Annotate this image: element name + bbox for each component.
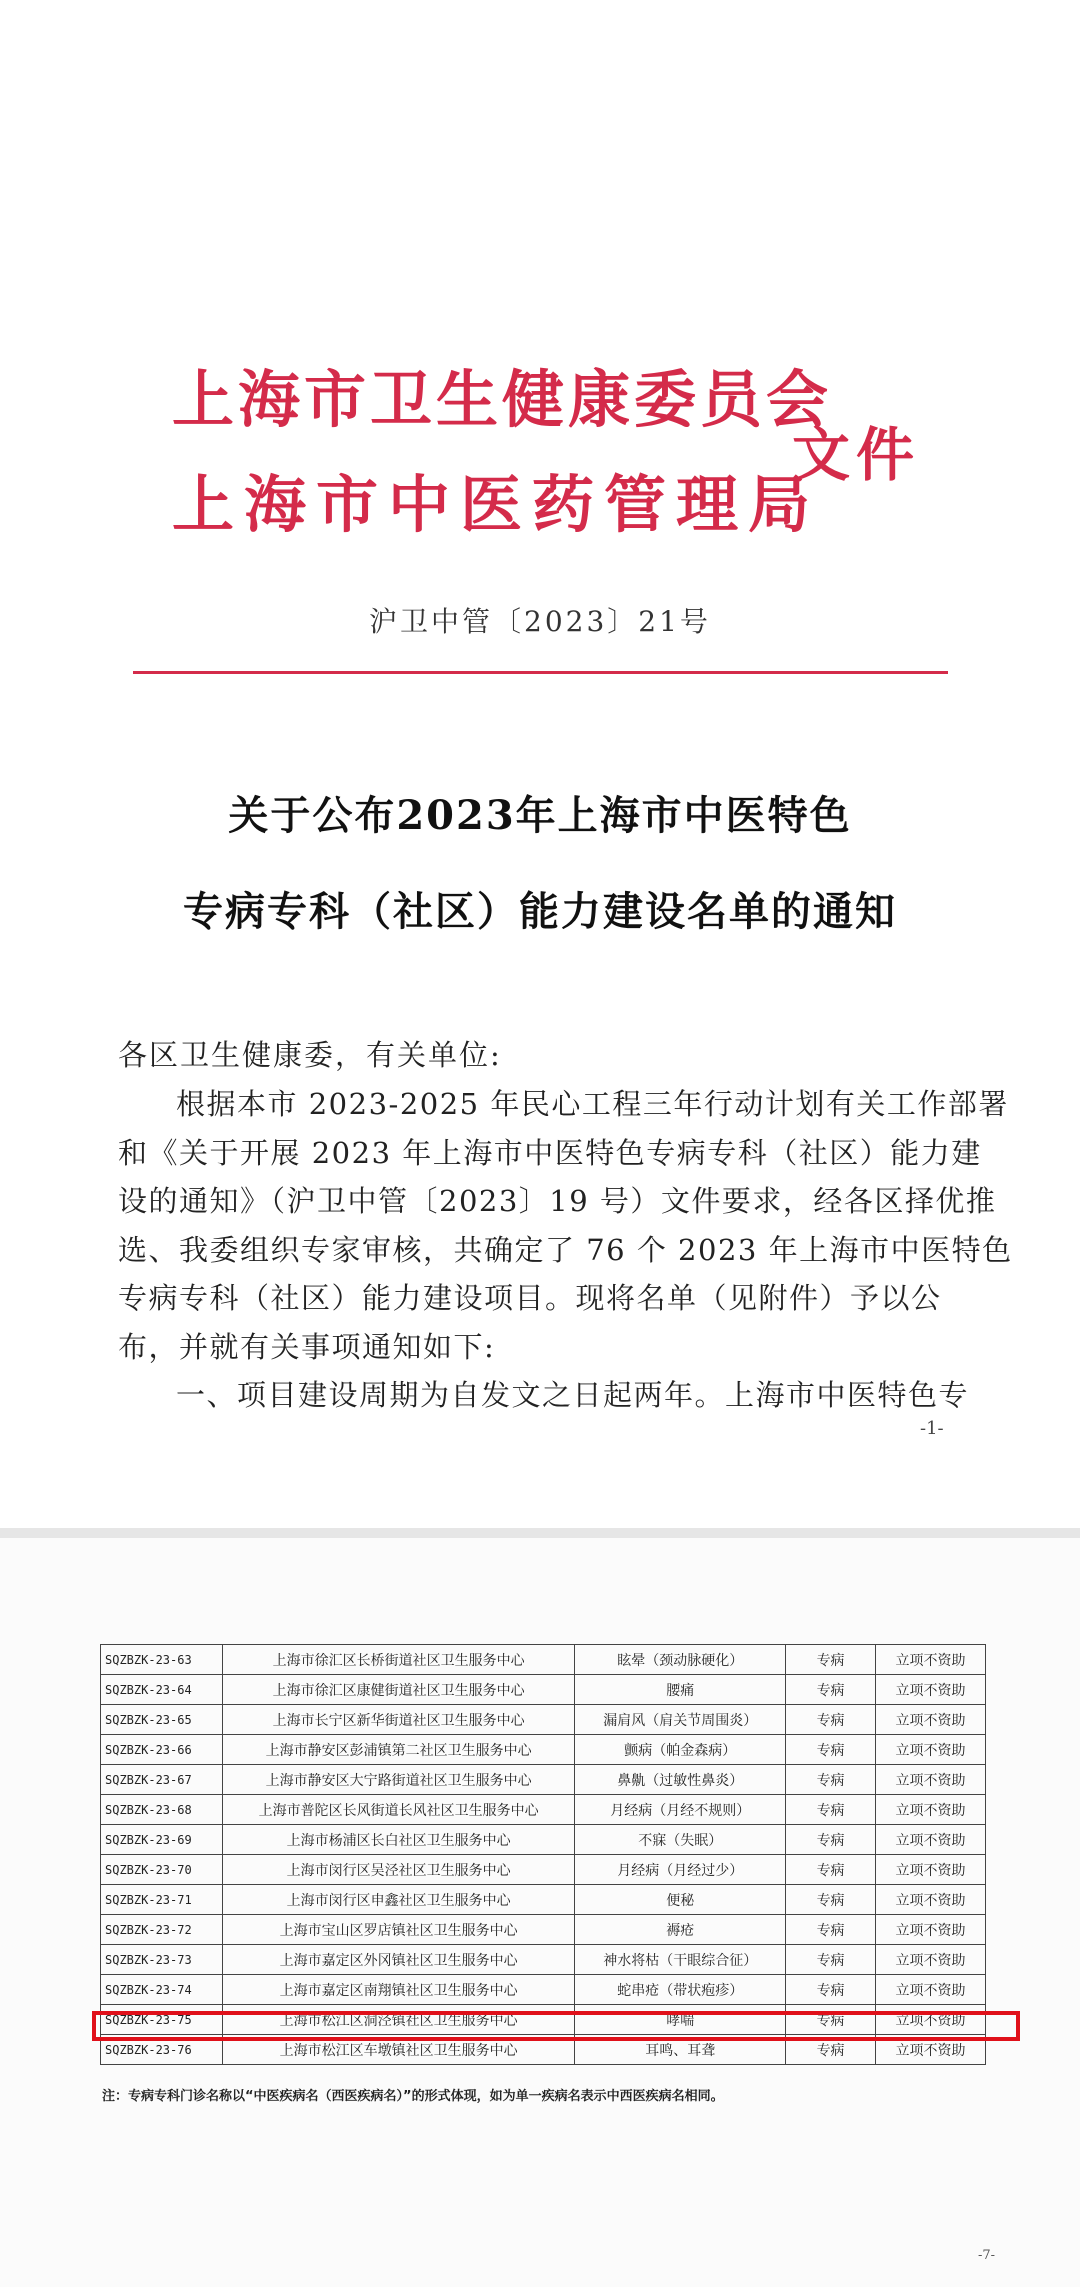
- cell-disease: 鼻鼽（过敏性鼻炎）: [575, 1765, 786, 1795]
- cell-type: 专病: [786, 1795, 876, 1825]
- cell-code: SQZBZK-23-63: [101, 1645, 223, 1675]
- cell-result: 立项不资助: [875, 1975, 985, 2005]
- salutation: 各区卫生健康委，有关单位:: [118, 1038, 502, 1072]
- table-row: [101, 1915, 986, 1945]
- body-line: 布，并就有关事项通知如下:: [118, 1329, 496, 1364]
- cell-disease: 眩晕（颈动脉硬化）: [575, 1645, 786, 1675]
- table-row: [101, 1645, 986, 1675]
- cell-code: SQZBZK-23-69: [101, 1825, 223, 1855]
- cell-organization: 上海市长宁区新华街道社区卫生服务中心: [223, 1705, 575, 1735]
- cell-code: SQZBZK-23-64: [101, 1675, 223, 1705]
- table-note: 注：专病专科门诊名称以“中医疾病名（西医疾病名）”的形式体现，如为单一疾病名表示中西医疾病名相同。: [102, 2089, 724, 2104]
- cell-organization: 上海市闵行区申鑫社区卫生服务中心: [223, 1885, 575, 1915]
- cell-disease: 漏肩风（肩关节周围炎）: [575, 1705, 786, 1735]
- cell-result: 立项不资助: [875, 1825, 985, 1855]
- cell-code: SQZBZK-23-70: [101, 1855, 223, 1885]
- cell-code: SQZBZK-23-73: [101, 1945, 223, 1975]
- cell-code: SQZBZK-23-67: [101, 1765, 223, 1795]
- table-row: [101, 1855, 986, 1885]
- cell-type: 专病: [786, 1675, 876, 1705]
- body-line: 专病专科（社区）能力建设项目。现将名单（见附件）予以公: [118, 1281, 942, 1315]
- cell-type: 专病: [786, 1645, 876, 1675]
- cell-organization: 上海市静安区大宁路街道社区卫生服务中心: [223, 1765, 575, 1795]
- body-line: 一、项目建设周期为自发文之日起两年。上海市中医特色专: [176, 1378, 970, 1412]
- page-number: -1-: [920, 1418, 944, 1439]
- cell-disease: 月经病（月经不规则）: [575, 1795, 786, 1825]
- cell-disease: 颤病（帕金森病）: [575, 1735, 786, 1765]
- cell-code: SQZBZK-23-66: [101, 1735, 223, 1765]
- cell-organization: 上海市嘉定区南翔镇社区卫生服务中心: [223, 1975, 575, 2005]
- body-text: [118, 1080, 1013, 1420]
- cell-type: 专病: [786, 1945, 876, 1975]
- cell-organization: 上海市普陀区长风街道长风社区卫生服务中心: [223, 1795, 575, 1825]
- cell-organization: 上海市徐汇区长桥街道社区卫生服务中心: [223, 1645, 575, 1675]
- table-row: [101, 1975, 986, 2005]
- cell-organization: 上海市闵行区吴泾社区卫生服务中心: [223, 1855, 575, 1885]
- body-line: 根据本市 2023-2025 年民心工程三年行动计划有关工作部署: [176, 1087, 1009, 1121]
- cell-result: 立项不资助: [875, 1945, 985, 1975]
- table-row: [101, 1735, 986, 1765]
- cell-type: 专病: [786, 1855, 876, 1885]
- cell-result: 立项不资助: [875, 1645, 985, 1675]
- document-title-line-2: 专病专科（社区）能力建设名单的通知: [183, 888, 897, 935]
- cell-result: 立项不资助: [875, 1675, 985, 1705]
- issuer-name-1: 上海市卫生健康委员会: [172, 363, 833, 436]
- cell-result: 立项不资助: [875, 1855, 985, 1885]
- table-row: [101, 1675, 986, 1705]
- document-title-line-1: 关于公布2023年上海市中医特色: [228, 792, 852, 839]
- cell-result: 立项不资助: [875, 2005, 985, 2035]
- cell-disease: 便秘: [575, 1885, 786, 1915]
- body-line: 和《关于开展 2023 年上海市中医特色专病专科（社区）能力建: [118, 1135, 982, 1170]
- cell-result: 立项不资助: [875, 1795, 985, 1825]
- cell-organization: 上海市嘉定区外冈镇社区卫生服务中心: [223, 1945, 575, 1975]
- cell-result: 立项不资助: [875, 1915, 985, 1945]
- cell-code: SQZBZK-23-71: [101, 1885, 223, 1915]
- cell-disease: 神水将枯（干眼综合征）: [575, 1945, 786, 1975]
- document-suffix: 文件: [792, 421, 921, 489]
- cell-disease: 蛇串疮（带状疱疹）: [575, 1975, 786, 2005]
- cell-code: SQZBZK-23-65: [101, 1705, 223, 1735]
- page-separator: [0, 1528, 1080, 1538]
- issuer-name-2: 上海市中医药管理局: [172, 468, 821, 541]
- cell-code: SQZBZK-23-76: [101, 2035, 223, 2065]
- cell-code: SQZBZK-23-68: [101, 1795, 223, 1825]
- cell-disease: 耳鸣、耳聋: [575, 2035, 786, 2065]
- cell-organization: 上海市杨浦区长白社区卫生服务中心: [223, 1825, 575, 1855]
- table-row: [101, 1885, 986, 1915]
- cell-disease: 腰痛: [575, 1675, 786, 1705]
- cell-result: 立项不资助: [875, 2035, 985, 2065]
- cell-type: 专病: [786, 2035, 876, 2065]
- highlight-box: [92, 2011, 1020, 2041]
- table-row: [101, 1795, 986, 1825]
- cell-type: 专病: [786, 1915, 876, 1945]
- cell-type: 专病: [786, 1705, 876, 1735]
- table-row: [101, 1945, 986, 1975]
- cell-type: 专病: [786, 2005, 876, 2035]
- table-row: [101, 1765, 986, 1795]
- cell-type: 专病: [786, 1975, 876, 2005]
- cell-code: SQZBZK-23-75: [101, 2005, 223, 2035]
- cell-organization: 上海市宝山区罗店镇社区卫生服务中心: [223, 1915, 575, 1945]
- cell-code: SQZBZK-23-72: [101, 1915, 223, 1945]
- body-line: 设的通知》（沪卫中管〔2023〕19 号）文件要求，经各区择优推: [118, 1184, 997, 1218]
- cell-organization: 上海市静安区彭浦镇第二社区卫生服务中心: [223, 1735, 575, 1765]
- cell-disease: 褥疮: [575, 1915, 786, 1945]
- cell-result: 立项不资助: [875, 1765, 985, 1795]
- table-row: [101, 1825, 986, 1855]
- cell-type: 专病: [786, 1765, 876, 1795]
- cell-disease: 不寐（失眠）: [575, 1825, 786, 1855]
- page-number: -7-: [978, 2248, 996, 2263]
- cell-code: SQZBZK-23-74: [101, 1975, 223, 2005]
- cell-type: 专病: [786, 1735, 876, 1765]
- cell-organization: 上海市徐汇区康健街道社区卫生服务中心: [223, 1675, 575, 1705]
- document-number: 沪卫中管〔2023〕21号: [369, 605, 711, 638]
- cell-result: 立项不资助: [875, 1885, 985, 1915]
- cell-organization: 上海市松江区车墩镇社区卫生服务中心: [223, 2035, 575, 2065]
- cell-disease: 哮喘: [575, 2005, 786, 2035]
- red-divider: [133, 671, 948, 674]
- project-list-table: [100, 1644, 986, 2065]
- cell-organization: 上海市松江区洞泾镇社区卫生服务中心: [223, 2005, 575, 2035]
- body-line: 选、我委组织专家审核，共确定了 76 个 2023 年上海市中医特色: [118, 1232, 1013, 1267]
- cell-disease: 月经病（月经过少）: [575, 1855, 786, 1885]
- cell-result: 立项不资助: [875, 1735, 985, 1765]
- table-row: [101, 1705, 986, 1735]
- cell-result: 立项不资助: [875, 1705, 985, 1735]
- cell-type: 专病: [786, 1885, 876, 1915]
- cell-type: 专病: [786, 1825, 876, 1855]
